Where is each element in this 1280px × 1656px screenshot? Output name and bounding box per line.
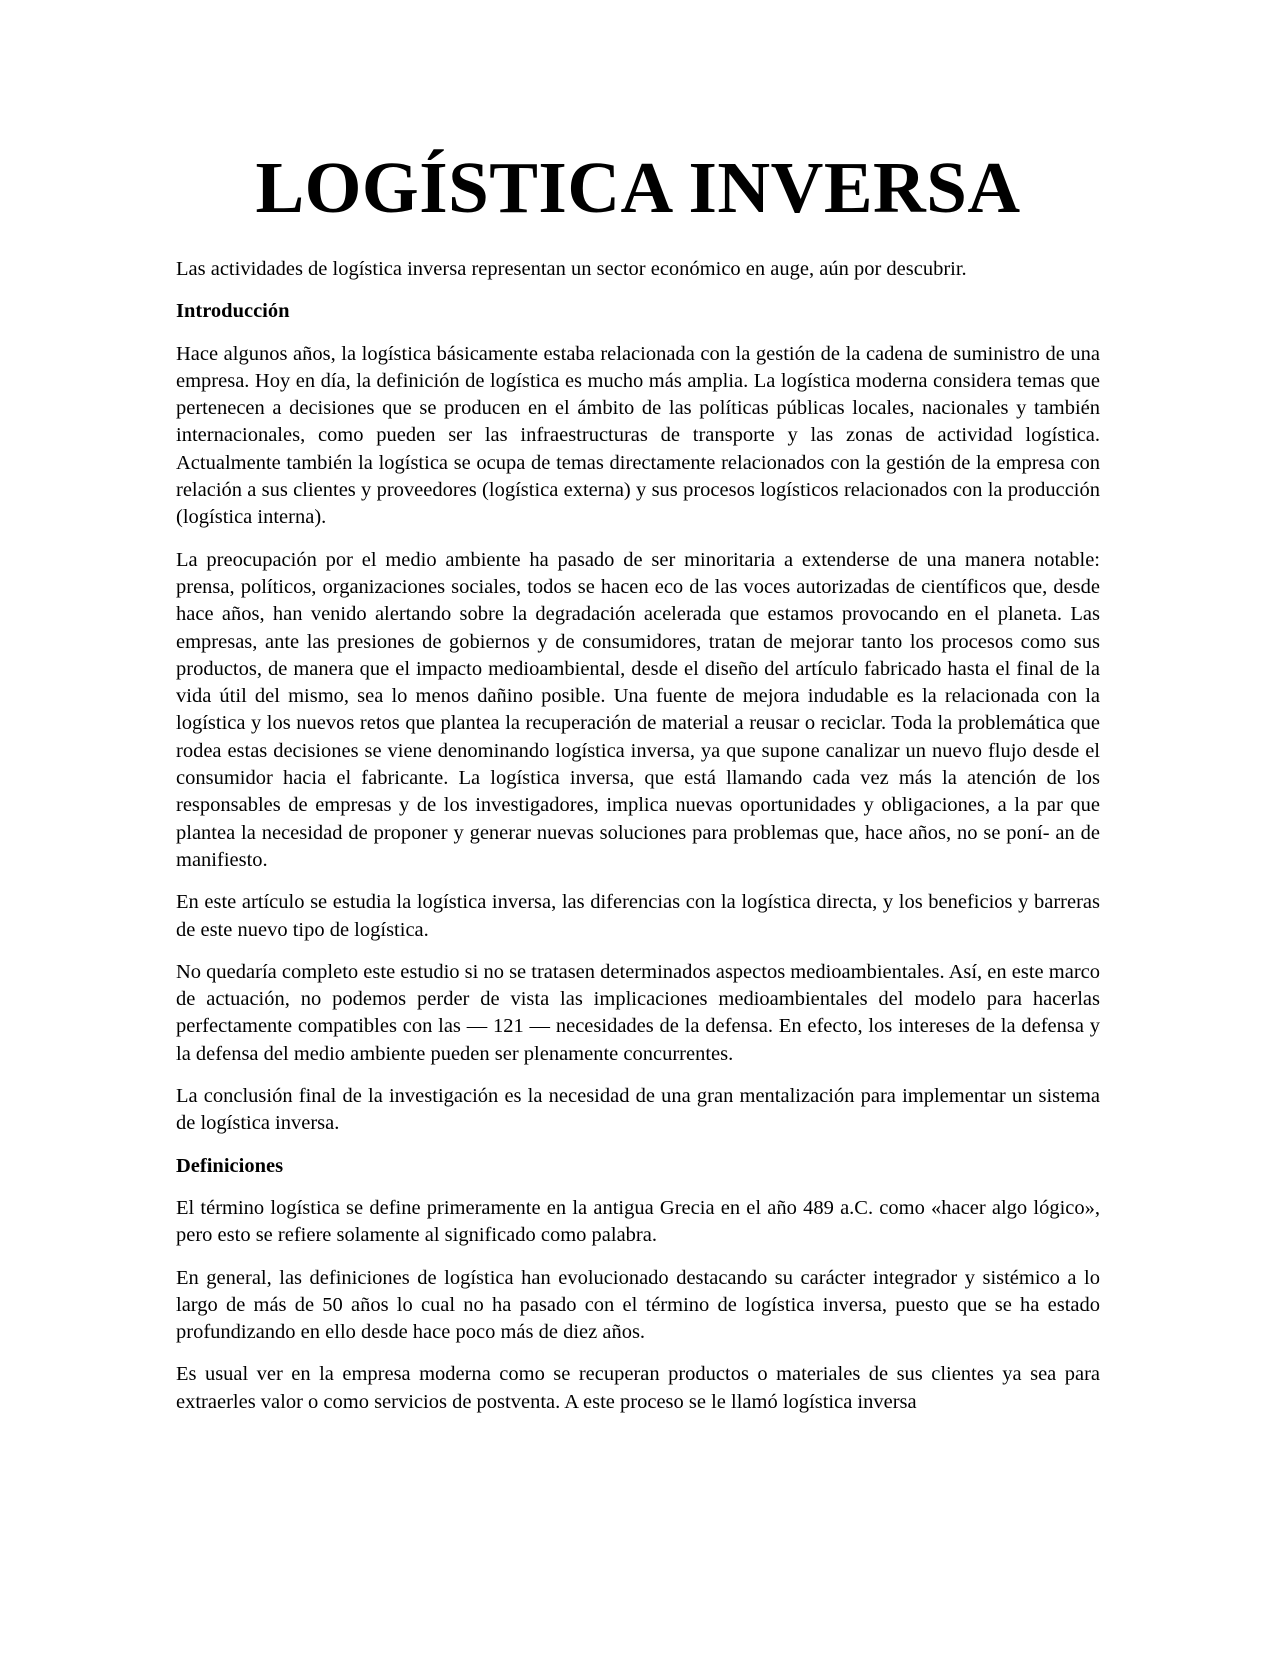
paragraph: En general, las definiciones de logística han evolucionado destacando su carácter integrador y sistémico a lo largo de más de 50 años lo cual no ha pasado con el término de logística inversa, puesto que se ha estado profundizando en ello desde hace poco más de diez años. — [176, 1266, 1100, 1344]
document-title: LOGÍSTICA INVERSA — [255, 147, 1021, 228]
lead-paragraph: Las actividades de logística inversa representan un sector económico en auge, aún por descubrir. — [176, 258, 967, 280]
section-definiciones — [176, 1153, 1100, 1416]
paragraph: En este artículo se estudia la logística inversa, las diferencias con la logística directa, y los beneficios y barreras de este nuevo tipo de logística. — [176, 891, 1100, 941]
paragraph: Es usual ver en la empresa moderna como se recuperan productos o materiales de sus clientes ya sea para extraerles valor o como servicios de postventa. A este proceso se le llamó logística inversa — [176, 1363, 1100, 1413]
paragraph: No quedaría completo este estudio si no se tratasen determinados aspectos medioambientales. Así, en este marco de actuación, no podemos perder de vista las implicaciones medioambientales del modelo para hacerlas perfectamente compatibles con las — 121 — necesidades de la defensa. En efecto, los intereses de la defensa y la defensa del medio ambiente pueden ser plenamente concurrentes. — [176, 960, 1100, 1065]
section-introduccion — [176, 298, 1100, 1137]
paragraph: La conclusión final de la investigación es la necesidad de una gran mentalización para implementar un sistema de logística inversa. — [176, 1085, 1100, 1135]
document-page — [176, 140, 1100, 1431]
section-heading: Definiciones — [176, 1154, 284, 1177]
paragraph: La preocupación por el medio ambiente ha pasado de ser minoritaria a extenderse de una manera notable: prensa, políticos, organizaciones sociales, todos se hacen eco de las voces autorizadas de científicos que, desde hace años, han venido alertando sobre la degradación acelerada que estamos provocando en el planeta. Las empresas, ante las presiones de gobiernos y de consumidores, tratan de mejorar tanto los procesos como sus productos, de manera que el impacto medioambiental, desde el diseño del artículo fabricado hasta el final de la vida útil del mismo, sea lo menos dañino posible. Una fuente de mejora indudable es la relacionada con la logística y los nuevos retos que plantea la recuperación de material a reusar o reciclar. Toda la problemática que rodea estas decisiones se viene denominando logística inversa, ya que supone canalizar un nuevo flujo desde el consumidor hacia el fabricante. La logística inversa, que está llamando cada vez más la atención de los responsables de empresas y de los investigadores, implica nuevas oportunidades y obligaciones, a la par que plantea la necesidad de proponer y generar nuevas soluciones para problemas que, hace años, no se poní- an de manifiesto. — [176, 548, 1100, 871]
paragraph: El término logística se define primeramente en la antigua Grecia en el año 489 a.C. como «hacer algo lógico», pero esto se refiere solamente al significado como palabra. — [176, 1196, 1100, 1247]
paragraph: Hace algunos años, la logística básicamente estaba relacionada con la gestión de la cadena de suministro de una empresa. Hoy en día, la definición de logística es mucho más amplia. La logística moderna considera temas que pertenecen a decisiones que se producen en el ámbito de las políticas públicas locales, nacionales y también internacionales, como pueden ser las infraestructuras de transporte y las zonas de actividad logística. Actualmente también la logística se ocupa de temas directamente relacionados con la gestión de la empresa con relación a sus clientes y proveedores (logística externa) y sus procesos logísticos relacionados con la producción (logística interna). — [176, 342, 1100, 529]
section-heading: Introducción — [176, 300, 290, 323]
